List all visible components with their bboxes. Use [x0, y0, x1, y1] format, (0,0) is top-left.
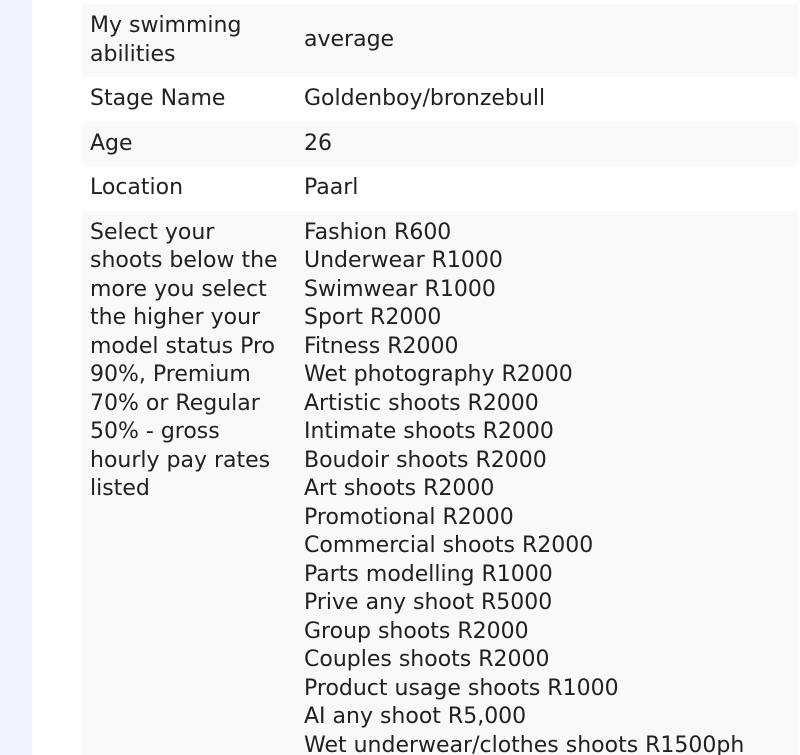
row-value: average — [304, 27, 395, 53]
shoot-item: Sport R2000 — [304, 305, 442, 330]
shoot-item: Art shoots R2000 — [304, 476, 495, 501]
row-label: Location — [90, 175, 184, 200]
shoot-item: Group shoots R2000 — [304, 618, 529, 644]
profile-row-swimming — [82, 4, 798, 77]
shoot-item: Product usage shoots R1000 — [304, 675, 619, 701]
row-value: Goldenboy/bronzebull — [304, 86, 546, 111]
shoot-item: Boudoir shoots R2000 — [304, 447, 547, 473]
shoot-item: Wet photography R2000 — [304, 362, 573, 387]
shoots-label: Select your shoots below the more you select the higher your model status Pro 90%, Premium 70% or Regular 50% - gross hourly pay rates listed — [90, 219, 278, 501]
shoot-item: Underwear R1000 — [304, 248, 503, 273]
profile-details-table — [82, 4, 798, 755]
shoot-item: Prive any shoot R5000 — [304, 590, 553, 615]
row-label: Age — [90, 130, 133, 156]
shoot-item: Intimate shoots R2000 — [304, 419, 554, 444]
row-label: Stage Name — [90, 86, 226, 111]
shoot-item: Artistic shoots R2000 — [304, 390, 539, 416]
profile-row-shoots — [82, 211, 798, 755]
row-value: 26 — [304, 130, 332, 156]
shoot-item: Swimwear R1000 — [304, 276, 496, 302]
profile-row-age — [82, 122, 798, 167]
shoot-item: Parts modelling R1000 — [304, 561, 553, 587]
shoots-list — [296, 211, 798, 755]
shoot-item: Fitness R2000 — [304, 333, 459, 359]
shoot-item: Promotional R2000 — [304, 504, 514, 530]
shoot-item: Couples shoots R2000 — [304, 647, 550, 672]
profile-row-stage-name — [82, 77, 798, 122]
left-sidebar-strip — [0, 0, 32, 755]
shoot-item: Commercial shoots R2000 — [304, 533, 594, 558]
row-value: Paarl — [304, 175, 359, 200]
row-label: My swimming abilities — [90, 13, 242, 67]
profile-row-location — [82, 166, 798, 211]
shoot-item: Wet underwear/clothes shoots R1500ph — [304, 732, 745, 755]
shoot-item: AI any shoot R5,000 — [304, 704, 527, 729]
shoot-item: Fashion R600 — [304, 219, 452, 245]
